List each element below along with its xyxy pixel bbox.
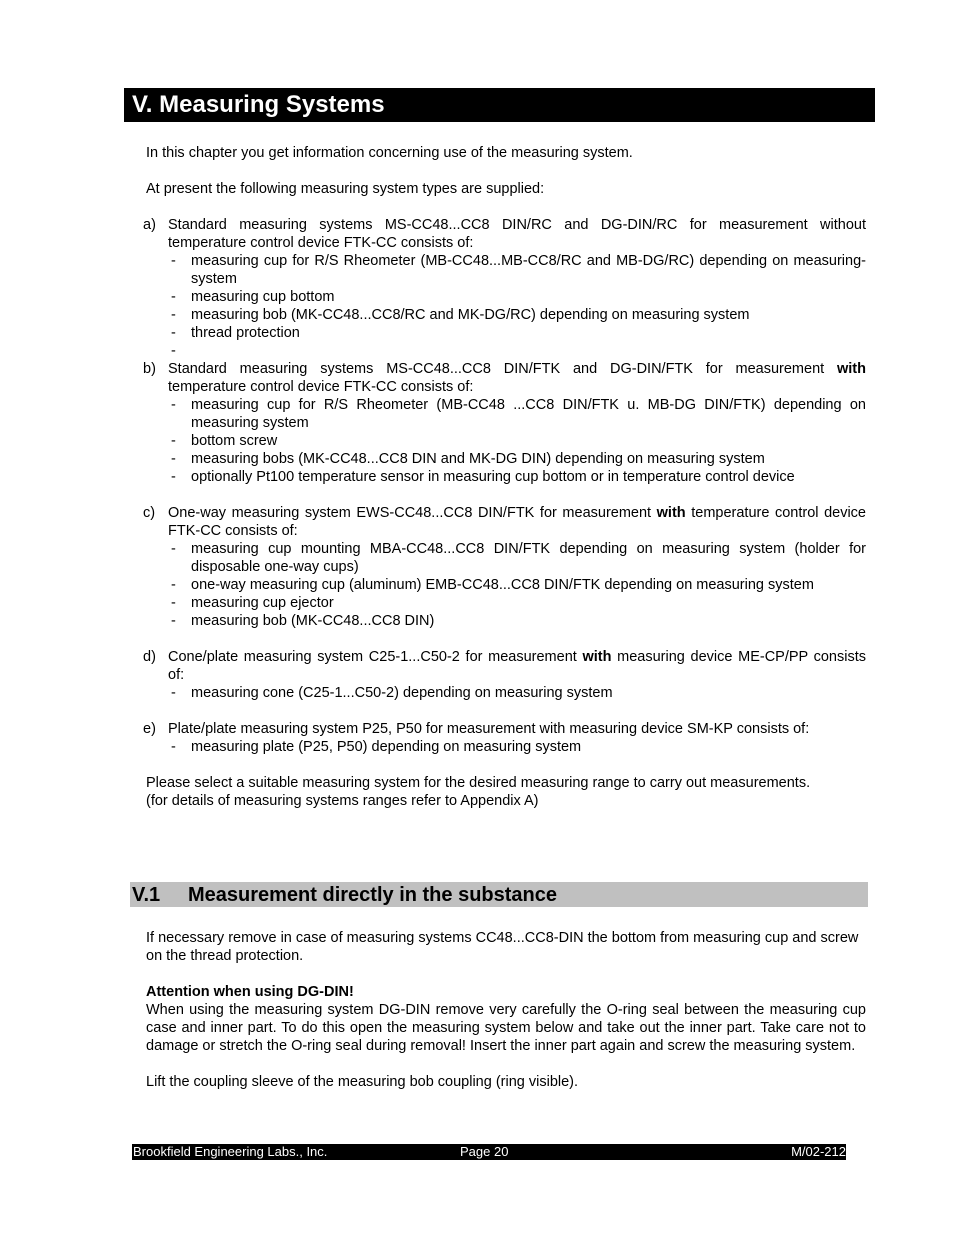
sub-list-item (171, 288, 866, 306)
bullet-dash: - (171, 469, 176, 485)
list-item (143, 720, 866, 756)
list-item (143, 360, 866, 486)
chapter-body (143, 144, 866, 810)
list-item-text (168, 648, 866, 684)
sub-list-item-text: optionally Pt100 temperature sensor in measuring cup bottom or in temperature control device (191, 469, 795, 485)
footer-doc-id: M/02-212 (791, 1144, 846, 1159)
list-item-text-part: temperature control device FTK-CC consists of: (168, 505, 866, 539)
attention-text: When using the measuring system DG-DIN remove very carefully the O-ring seal between the measuring cup case and inner part. To do this open the measuring system below and take out the inner part. Take care not to damage or stretch the O-ring seal during removal! Insert the inner part again and screw the measuring system. (146, 1002, 866, 1054)
sub-list-item (171, 540, 866, 576)
list-item-text (168, 720, 866, 738)
sub-list-item (171, 252, 866, 288)
list-item (143, 648, 866, 702)
sub-list-item-text (191, 342, 866, 360)
sub-list-item-text: measuring cone (C25-1...C50-2) depending on measuring system (191, 685, 613, 701)
list-item (143, 504, 866, 630)
sub-list-item-text: measuring cup mounting MBA-CC48...CC8 DIN/FTK depending on measuring system (holder for disposable one-way cups) (191, 541, 866, 575)
chapter-title: V. Measuring Systems (132, 91, 385, 118)
section-body (146, 929, 866, 1091)
sub-list-item (171, 324, 866, 342)
bullet-dash: - (171, 541, 176, 557)
list-item-text-part: One-way measuring system EWS-CC48...CC8 DIN/FTK for measurement (168, 505, 657, 521)
list-item-label: d) (143, 649, 156, 665)
section-title: Measurement directly in the substance (188, 884, 558, 906)
sub-list-item (171, 342, 866, 360)
list-item-label: e) (143, 721, 156, 737)
sub-list-item-text: one-way measuring cup (aluminum) EMB-CC48...CC8 DIN/FTK depending on measuring system (191, 577, 814, 593)
bullet-dash: - (171, 595, 176, 611)
bullet-dash: - (171, 451, 176, 467)
measuring-system-list (143, 216, 866, 756)
attention-heading: Attention when using DG-DIN! (146, 984, 354, 1000)
list-item-text-part: Cone/plate measuring system C25-1...C50-2 for measurement (168, 649, 583, 665)
sub-list-item (171, 738, 866, 756)
sub-list-item (171, 612, 866, 630)
closing-paragraph-line-1: Please select a suitable measuring system for the desired measuring range to carry out measurements. (146, 775, 811, 791)
list-item-label: b) (143, 361, 156, 377)
list-item-label: a) (143, 217, 156, 233)
sub-list-item-text: measuring bob (MK-CC48...CC8 DIN) (191, 613, 435, 629)
bullet-dash: - (171, 343, 176, 359)
sub-list-item-text: thread protection (191, 325, 300, 341)
sub-list-item-text: measuring plate (P25, P50) depending on measuring system (191, 739, 582, 755)
sub-list-item-text: measuring cup for R/S Rheometer (MB-CC48 ...CC8 DIN/FTK u. MB-DG DIN/FTK) depending on measuring system (191, 397, 866, 431)
closing-paragraph-line-2: (for details of measuring systems ranges refer to Appendix A) (146, 793, 539, 809)
bullet-dash: - (171, 253, 176, 269)
list-item-text-part: Standard measuring systems MS-CC48...CC8 DIN/FTK and DG-DIN/FTK for measurement (168, 361, 837, 377)
list-item-text (168, 360, 866, 396)
intro-paragraph-1: In this chapter you get information concerning use of the measuring system. (146, 145, 633, 161)
bullet-dash: - (171, 289, 176, 305)
section-header-bar (130, 882, 868, 907)
bullet-dash: - (171, 613, 176, 629)
list-item-emphasis: with (656, 505, 686, 521)
sub-list-item (171, 450, 866, 468)
sub-list-item (171, 306, 866, 324)
section-paragraph-1: If necessary remove in case of measuring systems CC48...CC8-DIN the bottom from measuring cup and screw on the thread protection. (146, 930, 859, 964)
section-number: V.1 (132, 884, 161, 906)
sub-list-item (171, 432, 866, 450)
list-item-text-part: measuring device ME-CP/PP consists of: (168, 649, 866, 683)
list-item-text-part: Standard measuring systems MS-CC48...CC8 DIN/RC and DG-DIN/RC for measurement without temperature control device FTK-CC consists of: (168, 217, 866, 251)
list-item-text-part: temperature control device FTK-CC consists of: (168, 379, 474, 395)
list-item-emphasis: with (582, 649, 612, 665)
bullet-dash: - (171, 739, 176, 755)
list-item-text (168, 504, 866, 540)
sub-list-item-text: measuring bob (MK-CC48...CC8/RC and MK-DG/RC) depending on measuring system (191, 307, 750, 323)
list-item-text (168, 216, 866, 252)
bullet-dash: - (171, 577, 176, 593)
bullet-dash: - (171, 685, 176, 701)
intro-paragraph-2: At present the following measuring system types are supplied: (146, 181, 545, 197)
bullet-dash: - (171, 325, 176, 341)
chapter-header-bar (124, 88, 875, 122)
sub-list-item (171, 576, 866, 594)
footer-company: Brookfield Engineering Labs., Inc. (133, 1144, 328, 1159)
sub-list-item (171, 684, 866, 702)
bullet-dash: - (171, 433, 176, 449)
sub-list-item-text: bottom screw (191, 433, 278, 449)
bullet-dash: - (171, 307, 176, 323)
list-item-label: c) (143, 505, 156, 521)
section-paragraph-3: Lift the coupling sleeve of the measuring bob coupling (ring visible). (146, 1074, 579, 1090)
sub-list-item-text: measuring cup for R/S Rheometer (MB-CC48...MB-CC8/RC and MB-DG/RC) depending on measuring-system (191, 253, 866, 287)
sub-list-item (171, 468, 866, 486)
sub-list-item-text: measuring cup bottom (191, 289, 335, 305)
list-item-text-part: Plate/plate measuring system P25, P50 for measurement with measuring device SM-KP consists of: (168, 721, 810, 737)
sub-list-item-text: measuring cup ejector (191, 595, 334, 611)
sub-list-item (171, 594, 866, 612)
list-item (143, 216, 866, 360)
sub-list-item (171, 396, 866, 432)
list-item-emphasis: with (837, 361, 866, 377)
footer-page-number: Page 20 (460, 1144, 509, 1159)
page-footer (132, 1144, 846, 1160)
bullet-dash: - (171, 397, 176, 413)
sub-list-item-text: measuring bobs (MK-CC48...CC8 DIN and MK-DG DIN) depending on measuring system (191, 451, 765, 467)
